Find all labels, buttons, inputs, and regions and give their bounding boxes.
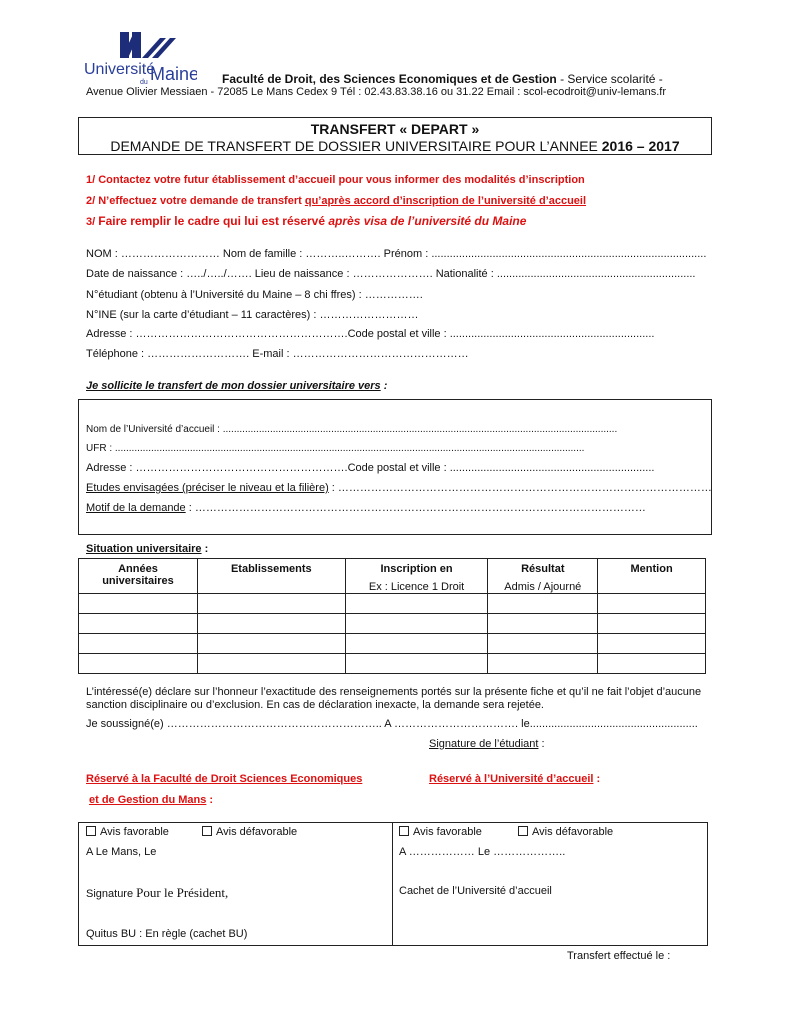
- checkbox-icon[interactable]: [86, 826, 96, 836]
- signature-president: [86, 885, 228, 901]
- table-header-row: [79, 559, 706, 594]
- header-mention: Mention: [598, 559, 706, 594]
- transfert-effectue[interactable]: Transfert effectué le :: [567, 950, 671, 962]
- signature-etudiant-label: Signature de l’étudiant: [429, 738, 539, 750]
- svg-text:du: du: [140, 79, 148, 86]
- table-cell[interactable]: [488, 654, 598, 674]
- sollicite-label: Je sollicite le transfert de mon dossier universitaire vers: [86, 380, 381, 392]
- table-cell[interactable]: [79, 654, 198, 674]
- svg-text:Université: Université: [84, 61, 156, 78]
- header-resultat-label: Résultat: [521, 563, 565, 575]
- instruction-2: [86, 195, 586, 207]
- avis-favorable-label: Avis favorable: [100, 826, 169, 838]
- field-naissance[interactable]: Date de naissance : …../…../……. Lieu de naissance : …………………. Nationalité : .................................................................: [86, 268, 696, 280]
- field-lieu-faculte[interactable]: A Le Mans, Le: [86, 846, 157, 858]
- field-ufr[interactable]: UFR : .........................................................................................................................................................................: [86, 443, 585, 454]
- table-cell[interactable]: [488, 614, 598, 634]
- instruction-2-underlined: qu’après accord d’inscription de l’université d’accueil: [304, 195, 587, 207]
- reserve-faculte-colon: :: [206, 794, 214, 806]
- table-row: [79, 634, 706, 654]
- table-cell[interactable]: [488, 594, 598, 614]
- title-year: 2016 – 2017: [601, 138, 680, 154]
- instruction-3-bold: Faire remplir le cadre qui lui est réservé: [98, 214, 329, 228]
- sollicite-heading: [86, 380, 387, 392]
- instruction-2-prefix: 2/ N’effectuez votre demande de transfert: [86, 195, 305, 207]
- instruction-3: [86, 214, 526, 228]
- field-motif[interactable]: [86, 502, 646, 514]
- checkbox-icon[interactable]: [202, 826, 212, 836]
- table-row: [79, 594, 706, 614]
- faculty-name: Faculté de Droit, des Sciences Economiques et de Gestion: [222, 72, 557, 86]
- situation-heading: [86, 543, 208, 555]
- table-cell[interactable]: [345, 634, 488, 654]
- checkbox-avis-defavorable-accueil[interactable]: [518, 826, 613, 838]
- faculty-service: - Service scolarité -: [556, 72, 663, 86]
- table-cell[interactable]: [488, 634, 598, 654]
- table-cell[interactable]: [79, 594, 198, 614]
- table-cell[interactable]: [197, 634, 345, 654]
- situation-table: [78, 558, 706, 674]
- university-logo: [82, 28, 197, 88]
- title-line1: TRANSFERT « DEPART »: [310, 121, 480, 137]
- table-cell[interactable]: [598, 594, 706, 614]
- table-cell[interactable]: [345, 654, 488, 674]
- reserve-faculte-line1-text: Réservé à la Faculté de Droit Sciences Economiques: [86, 773, 363, 785]
- header-etablissements: Etablissements: [197, 559, 345, 594]
- instruction-1: 1/ Contactez votre futur établissement d’accueil pour vous informer des modalités d’inscription: [86, 174, 585, 186]
- reserve-faculte-line2-text: et de Gestion du Mans: [89, 794, 207, 806]
- table-cell[interactable]: [598, 634, 706, 654]
- cachet-accueil: Cachet de l’Université d’accueil: [399, 885, 552, 897]
- motif-dots: : ……………………………………………………………………………………………………………: [185, 502, 646, 514]
- situation-colon: :: [201, 543, 209, 555]
- reserve-faculte-line2: [89, 794, 213, 806]
- field-lieu-accueil[interactable]: A ……………… Le ………………..: [399, 846, 566, 858]
- situation-label: Situation universitaire: [86, 543, 202, 555]
- field-nom[interactable]: NOM : ……………………… Nom de famille : ………..………. Prénom : ..........................................................................................: [86, 248, 707, 260]
- reserve-accueil: [429, 773, 600, 785]
- table-cell[interactable]: [197, 654, 345, 674]
- field-soussigne[interactable]: Je soussigné(e) ………………………………………………….. A ……………………………. le.......................................................: [86, 718, 698, 730]
- validation-divider: [392, 823, 393, 945]
- table-row: [79, 654, 706, 674]
- signature-etudiant: [429, 738, 545, 750]
- signature-etudiant-colon: :: [538, 738, 545, 750]
- etudes-dots: : …………………………………………………………………………………………: [328, 482, 712, 494]
- field-adresse-accueil[interactable]: Adresse : ………………………………………………….Code postal et ville : ...................................................................: [86, 462, 655, 474]
- table-cell[interactable]: [79, 634, 198, 654]
- faculty-header: [222, 72, 663, 86]
- field-etudes[interactable]: [86, 482, 712, 494]
- field-universite-accueil[interactable]: Nom de l’Université d’accueil : ..............................................................................................................................................: [86, 424, 618, 435]
- checkbox-avis-defavorable-faculte[interactable]: [202, 826, 297, 838]
- title-line2-prefix: DEMANDE DE TRANSFERT DE DOSSIER UNIVERSITAIRE POUR L’ANNEE: [110, 138, 602, 154]
- header-inscription-example: Ex : Licence 1 Droit: [368, 581, 465, 593]
- table-cell[interactable]: [197, 594, 345, 614]
- table-cell[interactable]: [79, 614, 198, 634]
- avis-defavorable-label: Avis défavorable: [216, 826, 298, 838]
- header-resultat: [488, 559, 598, 594]
- instruction-3-prefix: 3/: [86, 216, 99, 228]
- avis-favorable-accueil-label: Avis favorable: [413, 826, 482, 838]
- header-annees: Années universitaires: [79, 559, 198, 594]
- header-inscription-label: Inscription en: [380, 563, 453, 575]
- field-numero-etudiant[interactable]: N°étudiant (obtenu à l’Université du Maine – 8 chi ffres) : …………….: [86, 289, 423, 301]
- checkbox-avis-favorable-faculte[interactable]: [86, 826, 169, 838]
- quitus-bu: Quitus BU : En règle (cachet BU): [86, 928, 248, 940]
- title-box: [78, 117, 712, 155]
- reserve-faculte-line1: [86, 773, 362, 785]
- faculty-address: Avenue Olivier Messiaen - 72085 Le Mans Cedex 9 Tél : 02.43.83.38.16 ou 31.22 Email : scol-ecodroit@univ-lemans.fr: [86, 86, 667, 98]
- declaration-line1: L’intéressé(e) déclare sur l’honneur l’exactitude des renseignements portés sur la présente fiche et qu’il ne fait l’objet d’aucune: [86, 686, 702, 698]
- sollicite-colon: :: [380, 380, 388, 392]
- table-cell[interactable]: [197, 614, 345, 634]
- table-cell[interactable]: [598, 614, 706, 634]
- checkbox-avis-favorable-accueil[interactable]: [399, 826, 482, 838]
- field-ine[interactable]: N°INE (sur la carte d’étudiant – 11 caractères) : ………………………: [86, 309, 419, 321]
- signature-president-text: Pour le Président,: [136, 885, 229, 900]
- header-inscription: [345, 559, 488, 594]
- declaration-line2: sanction disciplinaire ou d’exclusion. En cas de déclaration inexacte, la demande sera rejetée.: [86, 699, 544, 711]
- etudes-label: Etudes envisagées (préciser le niveau et la filière): [86, 482, 329, 494]
- checkbox-icon[interactable]: [399, 826, 409, 836]
- reserve-accueil-text: Réservé à l’Université d’accueil: [429, 773, 594, 785]
- field-telephone[interactable]: Téléphone : ………………………. E-mail : …………………………………………: [86, 348, 469, 360]
- title-line2: [79, 138, 711, 154]
- motif-label: Motif de la demande: [86, 502, 186, 514]
- header-resultat-example: Admis / Ajourné: [504, 581, 582, 593]
- reserve-accueil-colon: :: [593, 773, 601, 785]
- checkbox-icon[interactable]: [518, 826, 528, 836]
- table-cell[interactable]: [345, 594, 488, 614]
- table-cell[interactable]: [345, 614, 488, 634]
- table-row: [79, 614, 706, 634]
- instruction-3-italic: après visa de l’université du Maine: [328, 214, 527, 228]
- avis-defavorable-accueil-label: Avis défavorable: [532, 826, 614, 838]
- table-cell[interactable]: [598, 654, 706, 674]
- signature-prefix: Signature: [86, 888, 137, 900]
- field-adresse[interactable]: Adresse : ………………………………………………….Code postal et ville : ...................................................................: [86, 328, 655, 340]
- svg-text:Maine: Maine: [150, 64, 197, 84]
